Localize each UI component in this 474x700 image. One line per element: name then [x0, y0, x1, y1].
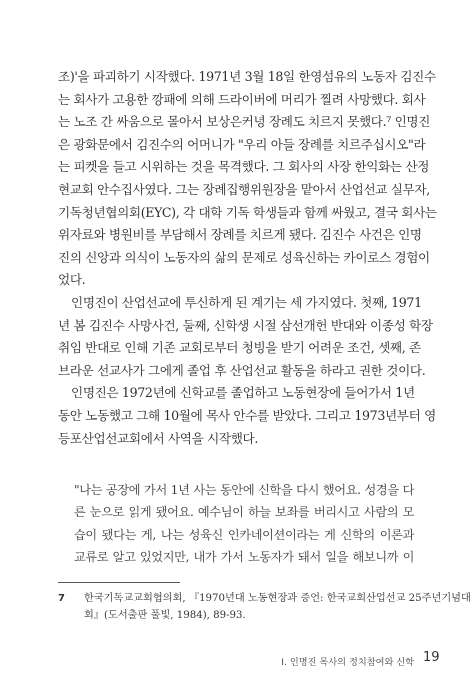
quote-line: 교류로 알고 있었지만, 내가 가서 노동자가 돼서 일을 해보니까 이 [74, 550, 414, 565]
quote-line: 습이 됐다는 게, 나는 성육신 인카네이션이라는 게 신학의 이론과 [74, 527, 414, 542]
footnote-number: 7 [58, 593, 65, 604]
paragraph-1 [58, 66, 437, 292]
text-line: 은 광화문에서 김진수의 어머니가 "우리 아들 장례를 치르주십시오"라 [58, 136, 426, 152]
quote-line: "나는 공장에 가서 1년 사는 동안에 신학을 다시 했어요. 성경을 다 [74, 483, 414, 497]
text-line: 동안 노동했고 그해 10월에 목사 안수를 받았다. 그리고 1973년부터 영 [58, 407, 436, 423]
text-line: 조)'을 파괴하기 시작했다. 1971년 3월 18일 한영섬유의 노동자 김진수 [58, 69, 436, 84]
text-line: 는 피켓을 들고 시위하는 것을 목격했다. 그 회사의 사장 한익화는 산정 [58, 159, 430, 175]
text-line: 년 봄 김진수 사망사건, 둘째, 신학생 시절 삼선개헌 반대와 이종성 학장 [58, 317, 433, 333]
text-line: 기독청년협의회(EYC), 각 대학 기독 학생들과 함께 싸웠고, 결국 회사는 [58, 204, 437, 220]
footnote-line: 한국기독교교회협의회, 『1970년대 노동현장과 증언: 한국교회산업선교 25주년기념대 [84, 593, 471, 604]
footnote-line: 회』(도서출판 풀빛, 1984), 89-93. [84, 610, 246, 621]
footnote-text [84, 590, 471, 624]
text-line: 등포산업선교회에서 사역을 시작했다. [58, 430, 259, 446]
text-line: 인명진은 1972년에 신학교를 졸업하고 노동현장에 들어가서 1년 [71, 385, 415, 401]
running-footer-title: I. 인명진 목사의 정치참여와 신학 [281, 657, 414, 668]
paragraph-2 [58, 292, 433, 382]
paragraph-3 [58, 382, 436, 450]
text-line: 현교회 안수집사였다. 그는 장례집행위원장을 맡아서 산업선교 실무자, [58, 181, 430, 197]
text-line: 취임 반대로 인해 기존 교회로부터 청빙을 받기 어려운 조건, 셋째, 존 [58, 340, 421, 356]
text-line: 브라운 선교사가 그에게 졸업 후 산업선교 활동을 하라고 권한 것이다. [58, 362, 426, 378]
page-number: 19 [423, 650, 440, 665]
block-quote [74, 479, 414, 569]
text-line: 위자료와 병원비를 부담해서 장례를 치르게 됐다. 김진수 사건은 인명 [58, 227, 422, 243]
body-text [58, 66, 437, 450]
quote-line: 른 눈으로 읽게 됐어요. 예수님이 하늘 보좌를 버리시고 사람의 모 [74, 505, 414, 520]
text-line: 는 노조 간 싸움으로 몰아서 보상은커녕 장례도 치르지 못했다.⁷ 인명진 [58, 114, 431, 130]
text-line: 었다. [58, 272, 86, 288]
footnote-divider [58, 582, 180, 583]
text-line: 진의 신앙과 의식이 노동자의 삶의 문제로 성육신하는 카이로스 경험이 [58, 249, 430, 265]
text-line: 인명진이 산업선교에 투신하게 된 계기는 세 가지였다. 첫째, 1971 [71, 294, 422, 310]
footnote [58, 590, 471, 624]
text-line: 는 회사가 고용한 깡패에 의해 드라이버에 머리가 찔려 사망했다. 회사 [58, 91, 426, 107]
